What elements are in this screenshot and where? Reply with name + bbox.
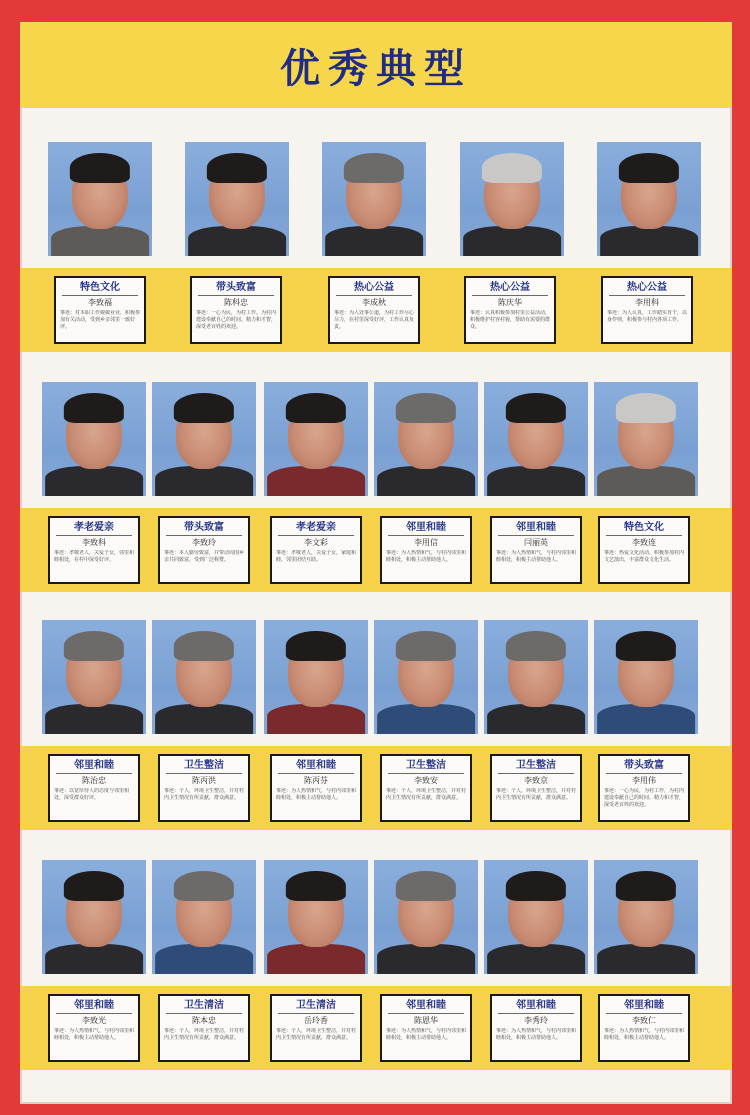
portrait-hair [616,393,676,423]
portrait-shoulders [325,226,423,256]
honoree-description: 事迹：一心为民，为村工作。为村内建设奉献自己的时间、精力和才智，深受老百姓的欢迎。 [196,310,276,330]
portrait-photo [152,860,256,974]
portrait-photo [42,620,146,734]
honoree-category: 卫生整洁 [388,759,464,774]
honoree-card [158,994,250,1062]
honoree-category: 邻里和睦 [388,521,464,536]
honoree-card [490,994,582,1062]
honoree-card [48,754,140,822]
honoree-name: 陈科忠 [224,298,248,307]
honoree-category: 特色文化 [606,521,682,536]
honoree-category: 邻里和睦 [56,759,132,774]
honoree-description: 事迹：为人热情和气，与村内邻里和睦相处，积极主动帮助他人。 [496,550,576,563]
honoree-category: 特色文化 [62,281,138,296]
portrait-photo [594,620,698,734]
honoree-name: 陈治忠 [82,776,106,785]
honoree-card [598,754,690,822]
honoree-description: 事迹：为人热情和气，与村内邻里和睦相处，积极主动帮助他人。 [386,1028,466,1041]
portrait-photo [48,142,152,256]
portrait-photo [594,382,698,496]
honoree-card [490,754,582,822]
honoree-name: 李用伟 [632,776,656,785]
honoree-category: 带头致富 [166,521,242,536]
portrait-photo [264,382,368,496]
honoree-card [270,516,362,584]
honoree-description: 事迹：个人，环境卫生整洁，并对村内卫生情况有所贡献，群众满意。 [164,788,244,801]
portrait-shoulders [155,944,253,974]
portrait-shoulders [267,704,365,734]
portrait-photo [322,142,426,256]
portrait-photo [152,620,256,734]
honoree-name: 陈恩华 [414,1016,438,1025]
portrait-photo [374,620,478,734]
portrait-shoulders [377,944,475,974]
portrait-shoulders [600,226,698,256]
portrait-hair [286,393,346,423]
portrait-photo [374,860,478,974]
honoree-category: 带头致富 [606,759,682,774]
portrait-hair [207,153,267,183]
honoree-card [158,754,250,822]
honoree-card [598,994,690,1062]
portrait-shoulders [377,466,475,496]
honoree-description: 事迹：为人热情和气，与村内邻里和睦相处，积极主动帮助他人。 [54,1028,134,1041]
honoree-category: 邻里和睦 [56,999,132,1014]
portrait-hair [286,871,346,901]
portrait-shoulders [597,704,695,734]
honoree-category: 带头致富 [198,281,274,296]
honoree-name: 李致福 [88,298,112,307]
portrait-photo [484,860,588,974]
honoree-card [490,516,582,584]
portrait-shoulders [267,466,365,496]
honoree-description: 事迹：热爱文化活动，积极参加村内文艺演出，丰富群众文化生活。 [604,550,684,563]
honoree-card [380,516,472,584]
honoree-name: 李致玲 [192,538,216,547]
portrait-shoulders [463,226,561,256]
portrait-hair [64,393,124,423]
honoree-category: 孝老爱亲 [56,521,132,536]
portrait-shoulders [45,704,143,734]
portrait-hair [396,871,456,901]
honoree-name: 岳玲香 [304,1016,328,1025]
portrait-photo [152,382,256,496]
honoree-description: 事迹：孝敬老人，关爱子女，邻里和睦相处，在村中深受好评。 [54,550,134,563]
portrait-hair [482,153,542,183]
portrait-hair [619,153,679,183]
honoree-category: 邻里和睦 [278,759,354,774]
honoree-category: 邻里和睦 [388,999,464,1014]
portrait-shoulders [487,704,585,734]
portrait-hair [506,871,566,901]
portrait-shoulders [155,466,253,496]
portrait-hair [174,871,234,901]
honoree-name: 李致京 [524,776,548,785]
portrait-hair [616,871,676,901]
honoree-card [601,276,693,344]
portrait-hair [174,393,234,423]
honoree-category: 邻里和睦 [498,999,574,1014]
honoree-card [380,994,472,1062]
honoree-category: 卫生整洁 [498,759,574,774]
honoree-card [48,994,140,1062]
portrait-photo [460,142,564,256]
portrait-shoulders [487,944,585,974]
portrait-hair [286,631,346,661]
portrait-hair [70,153,130,183]
honoree-name: 李致光 [82,1016,106,1025]
portrait-hair [616,631,676,661]
honoree-description: 事迹：个人，环境卫生整洁，并对村内卫生情况有所贡献，群众满意。 [386,788,466,801]
portrait-photo [484,620,588,734]
honoree-description: 事迹：为人认真，工作踏实肯干，以身作则，积极参与村内各项工作。 [607,310,687,323]
honoree-name: 李用科 [635,298,659,307]
honoree-card [328,276,420,344]
portrait-hair [344,153,404,183]
honoree-card [190,276,282,344]
honoree-card [380,754,472,822]
honoree-category: 卫生整洁 [166,759,242,774]
honoree-name: 陈丙洪 [192,776,216,785]
honoree-name: 李秀玲 [524,1016,548,1025]
portrait-hair [174,631,234,661]
honoree-name: 李用信 [414,538,438,547]
honoree-description: 事迹：个人，环境卫生整洁，并对村内卫生情况有所贡献，群众满意。 [496,788,576,801]
honoree-name: 李文彩 [304,538,328,547]
honoree-description: 事迹：为人热情和气，与村内邻里和睦相处，积极主动帮助他人。 [276,788,356,801]
portrait-hair [506,393,566,423]
honoree-description: 事迹：为人热情和气，与村内邻里和睦相处，积极主动帮助他人。 [604,1028,684,1041]
portrait-photo [484,382,588,496]
portrait-shoulders [155,704,253,734]
portrait-shoulders [188,226,286,256]
portrait-shoulders [45,944,143,974]
portrait-shoulders [267,944,365,974]
honoree-description: 事迹：以宽厚待人的态度与邻里相处，深受群众好评。 [54,788,130,801]
portrait-photo [185,142,289,256]
portrait-photo [594,860,698,974]
portrait-photo [42,860,146,974]
poster-header [20,22,732,108]
portrait-shoulders [597,466,695,496]
honoree-category: 热心公益 [336,281,412,296]
honoree-category: 孝老爱亲 [278,521,354,536]
portrait-hair [396,393,456,423]
honoree-name: 陈丙芬 [304,776,328,785]
honoree-card [270,754,362,822]
poster-title: 优秀典型 [280,44,472,92]
honoree-name: 李致安 [414,776,438,785]
portrait-photo [264,860,368,974]
honoree-name: 李致科 [82,538,106,547]
honoree-description: 事迹：个人，环境卫生整洁，并对村内卫生情况有所贡献，群众满意。 [276,1028,356,1041]
honoree-description: 事迹：本人勤劳致富，并带动周围乡亲共同致富，受到广泛称赞。 [164,550,244,563]
honoree-card [464,276,556,344]
honoree-category: 卫生清洁 [166,999,242,1014]
portrait-shoulders [51,226,149,256]
honoree-description: 事迹：为人热情和气，与村内邻里和睦相处，积极主动帮助他人。 [496,1028,576,1041]
honoree-card [158,516,250,584]
portrait-shoulders [377,704,475,734]
honoree-name: 李致连 [632,538,656,547]
honoree-card [54,276,146,344]
portrait-photo [264,620,368,734]
honoree-name: 李致仁 [632,1016,656,1025]
portrait-photo [374,382,478,496]
honoree-category: 卫生清洁 [278,999,354,1014]
honoree-description: 事迹：对本职工作兢兢业业，积极参加有关活动，受到乡亲邻里一致好评。 [60,310,140,330]
portrait-hair [396,631,456,661]
honoree-name: 李成秋 [362,298,386,307]
honoree-description: 事迹：一心为民，为村工作，为村内建设奉献自己的时间、精力和才智，深受老百姓的欢迎。 [604,788,684,808]
honoree-name: 闫丽英 [524,538,548,547]
honoree-card [270,994,362,1062]
honoree-card [48,516,140,584]
portrait-shoulders [487,466,585,496]
honoree-category: 热心公益 [472,281,548,296]
portrait-shoulders [597,944,695,974]
portrait-photo [42,382,146,496]
portrait-hair [64,871,124,901]
portrait-shoulders [45,466,143,496]
portrait-photo [597,142,701,256]
honoree-category: 热心公益 [609,281,685,296]
honoree-description: 事迹：为人热情和气，与村内邻里和睦相处，积极主动帮助他人。 [386,550,466,563]
honoree-card [598,516,690,584]
honoree-category: 邻里和睦 [498,521,574,536]
honoree-category: 邻里和睦 [606,999,682,1014]
portrait-hair [506,631,566,661]
honoree-name: 陈庆华 [498,298,522,307]
portrait-hair [64,631,124,661]
honoree-name: 陈本忠 [192,1016,216,1025]
honoree-description: 事迹：孝敬老人，关爱子女，家庭和睦，邻里团结互助。 [276,550,356,563]
honoree-description: 事迹：个人，环境卫生整洁，并对村内卫生情况有所贡献，群众满意。 [164,1028,244,1041]
poster-board [20,22,732,1104]
honoree-description: 事迹：认真积极参加村里公益活动，积极维护村容村貌，帮助有需要的群众。 [470,310,550,330]
honoree-description: 事迹：为人处事公道，为村工作尽心尽力，在村里深受好评，工作认真负责。 [334,310,414,330]
